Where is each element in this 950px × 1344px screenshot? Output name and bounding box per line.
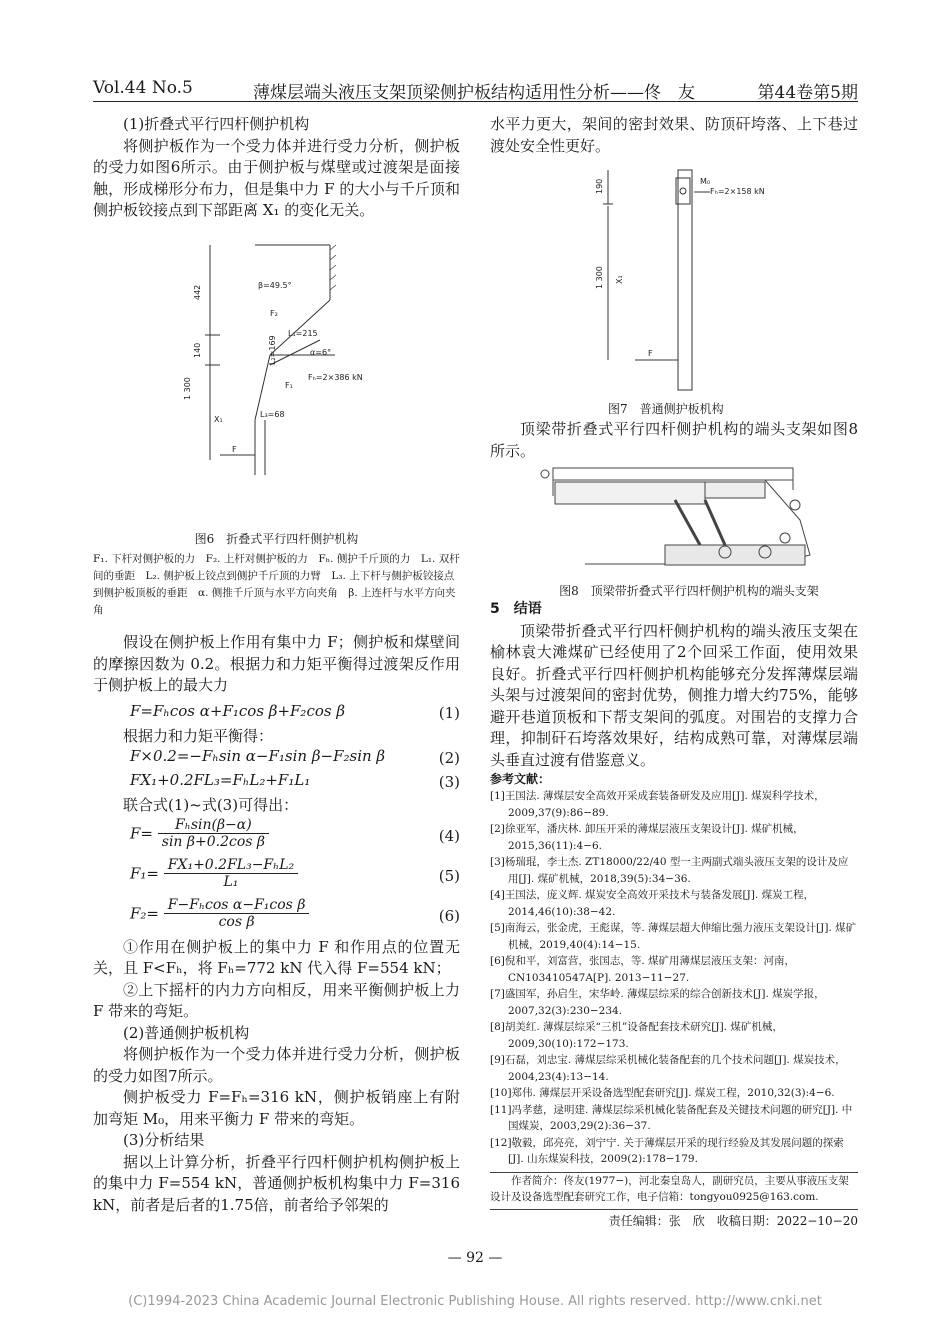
upper-link: [270, 300, 330, 355]
figure-6-note: F₁. 下杆对侧护板的力 F₂. 上杆对侧护板的力 Fₕ. 侧护千斤顶的力 L₁. 双杆间的垂距 L₂. 侧护板上铰点到侧护千斤顶的力臂 L₃. 上下杆与侧护板铰接点到侧护板顶板的垂距 α. 侧推千斤顶与水平方向夹角 β. 上连杆与水平方向夹角: [93, 553, 460, 616]
paragraph: 联合式(1)~式(3)可得出：: [123, 796, 299, 814]
equation-4: F= $\frac{\text{Fₕsin(β−α)}}{\text{sin β+0.2cos β}}$ (4): [130, 816, 460, 850]
label-alpha: α=6°: [310, 348, 332, 357]
label-fh: Fₕ=2×158 kN: [710, 187, 765, 196]
author-bio: 作者简介：佟友(1977−)，河北秦皇岛人，副研究员，主要从事液压支架设计及设备选型配套研究工作，电子信箱：tongyou0925@163.com.: [490, 1174, 849, 1203]
label-x1: X₁: [615, 275, 624, 284]
dim-1300: 1 300: [183, 377, 192, 400]
editor-info: 责任编辑：张 欣 收稿日期：2022−10−20: [608, 1213, 858, 1228]
right-column-mid: [490, 400, 858, 462]
equation-1: F=Fₕcos α+F₁cos β+F₂cos β (1): [130, 701, 460, 722]
label-f: F: [648, 349, 653, 358]
paragraph: ①作用在侧护板上的集中力 F 和作用点的位置无关，且 F<Fₕ，将 Fₕ=772 kN 代入得 F=554 kN；: [93, 937, 460, 977]
paragraph: 侧护板受力 F=Fₕ=316 kN，侧护板销座上有附加弯矩 M₀，用来平衡力 F 带来的弯矩。: [93, 1088, 460, 1128]
reference-item: [8]胡美红. 薄煤层综采“三机”设备配套技术研究[J]. 煤矿机械，2009,30(10):172−173.: [490, 1021, 783, 1050]
label-f: F: [232, 445, 237, 454]
figure-7-diagram: [590, 164, 790, 394]
reference-item: [10]郑伟. 薄煤层开采设备选型配套研究[J]. 煤炭工程，2010,32(3):4−6.: [490, 1087, 835, 1099]
leg-cylinder: [705, 500, 725, 545]
dim-190: 190: [595, 178, 604, 194]
left-column-body: [93, 632, 460, 1216]
equation-2: F×0.2=−Fₕsin α−F₁sin β−F₂sin β (2): [130, 747, 460, 767]
editor-rule: [490, 1209, 858, 1210]
equation-5: F₁= $\frac{\text{FX₁+0.2FL₃−FₕL₂}}{\text{L₁}}$ (5): [130, 856, 460, 890]
label-l3: L₃=68: [260, 410, 285, 419]
article-title: 薄煤层端头液压支架顶梁侧护板结构适用性分析——佟 友: [253, 83, 695, 103]
label-f1: F₁: [285, 381, 293, 390]
paragraph: 根据力和力矩平衡得：: [123, 726, 274, 745]
paragraph: 顶梁带折叠式平行四杆侧护机构的端头液压支架在榆林袁大滩煤矿已经使用了2个回采工作面，使用效果良好。折叠式平行四杆侧护机构能够充分发挥薄煤层端头架与过渡架间的密封优势，侧推力增大约75%，能够避开巷道顶板和下帮支架间的弧度。对围岩的支撑力合理，抑制矸石垮落效果好，结构成熟可靠，对薄煤层端头垂直过渡有借鉴意义。: [490, 621, 858, 769]
references-title: 参考文献：: [490, 772, 551, 786]
canopy-body: [555, 482, 705, 504]
left-column: [93, 114, 460, 222]
base: [665, 545, 805, 565]
label-m0: M₀: [700, 177, 711, 186]
reference-item: [7]盛国军，孙启生，宋华岭. 薄煤层综采的综合创新技术[J]. 煤炭学报，2007,32(3):230−234.: [490, 988, 825, 1017]
equation-3: FX₁+0.2FL₃=FₕL₂+F₁L₁ (3): [130, 771, 460, 791]
heading-results: (3)分析结果: [123, 1131, 205, 1149]
dim-140: 140: [193, 342, 202, 358]
label-l2: L₂=169: [268, 335, 277, 365]
reference-item: [9]石磊，刘忠宝. 薄煤层综采机械化装备配套的几个技术问题[J]. 煤炭技术，2004,23(4):13−14.: [490, 1054, 846, 1083]
volume-en: Vol.44 No.5: [93, 78, 193, 98]
right-column-top: [490, 114, 858, 157]
paragraph: 将侧护板作为一个受力体并进行受力分析，侧护板的受力如图7所示。: [93, 1045, 460, 1085]
reference-item: [1]王国法. 薄煤层安全高效开采成套装备研发及应用[J]. 煤炭科学技术，2009,37(9):86−89.: [490, 790, 825, 819]
figure-6-caption-block: [93, 530, 460, 619]
label-fh: Fₕ=2×386 kN: [308, 373, 363, 382]
label-beta: β=49.5°: [258, 281, 292, 290]
label-l1: L₁=215: [288, 329, 318, 338]
reference-item: [5]南海云，张金虎，王彪谋，等. 薄煤层超大伸缩比强力液压支架设计[J]. 煤矿机械，2019,40(4):14−15.: [490, 922, 857, 951]
references-list: [490, 788, 858, 1168]
label-f2: F₂: [270, 309, 278, 318]
running-header: [93, 74, 858, 103]
header-rule: [93, 101, 858, 102]
watermark: (C)1994-2023 China Academic Journal Electronic Publishing House. All rights reserved. http://www.cnki.net: [128, 1294, 822, 1309]
paragraph: 顶梁带折叠式平行四杆侧护机构的端头支架如图8所示。: [490, 420, 858, 460]
reference-item: [2]徐亚军，潘庆林. 卸压开采的薄煤层液压支架设计[J]. 煤矿机械，2015,36(11):4−6.: [490, 823, 804, 852]
reference-item: [12]敬毅，邱亮亮，刘宁宁. 关于薄煤层开采的现行经验及其发展问题的探索[J]. 山东煤炭科技，2009(2):178−179.: [490, 1136, 844, 1165]
dim-1300: 1 300: [595, 266, 604, 289]
section-conclusion-heading: 5 结语: [490, 601, 542, 617]
paragraph: ②上下摇杆的内力方向相反，用来平衡侧护板上力 F 带来的弯矩。: [93, 980, 460, 1020]
heading-normal: (2)普通侧护板机构: [123, 1023, 250, 1042]
right-column-body: [490, 582, 858, 1230]
leg-cylinder: [675, 500, 700, 545]
dim-442: 442: [193, 284, 202, 300]
figure-8-caption: 图8 顶梁带折叠式平行四杆侧护机构的端头支架: [559, 584, 819, 598]
reference-item: [4]王国法，庞义辉. 煤炭安全高效开采技术与装备发展[J]. 煤炭工程，2014,46(10):38−42.: [490, 889, 815, 918]
reference-item: [11]冯孝慈，逯明建. 薄煤层综采机械化装备配套及关键技术问题的研究[J]. 中国煤炭，2003,29(2):36−37.: [490, 1103, 853, 1132]
paragraph: 水平力更大，架间的密封效果、防顶矸垮落、上下巷过渡处安全性更好。: [490, 115, 858, 155]
figure-8-photo: [525, 460, 825, 578]
figure-6-diagram: [170, 240, 390, 480]
reference-item: [6]倪和平，刘富营，张国志，等. 煤矿用薄煤层液压支架：河南，CN103410547A[P]. 2013−11−27.: [490, 955, 796, 984]
volume-cn: 第44卷第5期: [757, 83, 858, 103]
page-number: — 92 —: [447, 1250, 503, 1266]
equation-6: F₂= $\frac{\text{F−Fₕcos α−F₁cos β}}{\text{cos β}}$ (6): [130, 896, 460, 930]
heading-folding: (1)折叠式平行四杆侧护机构: [123, 115, 310, 133]
figure-7-caption: 图7 普通侧护板机构: [608, 402, 724, 416]
paragraph: 假设在侧护板上作用有集中力 F；侧护板和煤壁间的摩擦因数为 0.2。根据力和力矩平衡得过渡架反作用于侧护板上的最大力: [93, 633, 460, 694]
paragraph: 将侧护板作为一个受力体并进行受力分析，侧护板的受力如图6所示。由于侧护板与煤壁或过渡架是面接触，形成梯形分布力，但是集中力 F 的大小与千斤顶和侧护板铰接点到下部距离 X₁ 的变化无关。: [93, 136, 460, 219]
canopy: [553, 468, 793, 480]
reference-item: [3]杨瑞琨，李士杰. ZT18000/22/40 型一主两副式端头液压支架的设计及应用[J]. 煤矿机械，2018,39(5):34−36.: [490, 856, 849, 885]
label-x1: X₁: [214, 415, 223, 424]
figure-6-caption: 图6 折叠式平行四杆侧护机构: [194, 532, 359, 546]
paragraph: 据以上计算分析，折叠平行四杆侧护机构侧护板上的集中力 F=554 kN，普通侧护板机构集中力 F=316 kN，前者是后者的1.75倍，前者给予邻架的: [93, 1152, 460, 1214]
